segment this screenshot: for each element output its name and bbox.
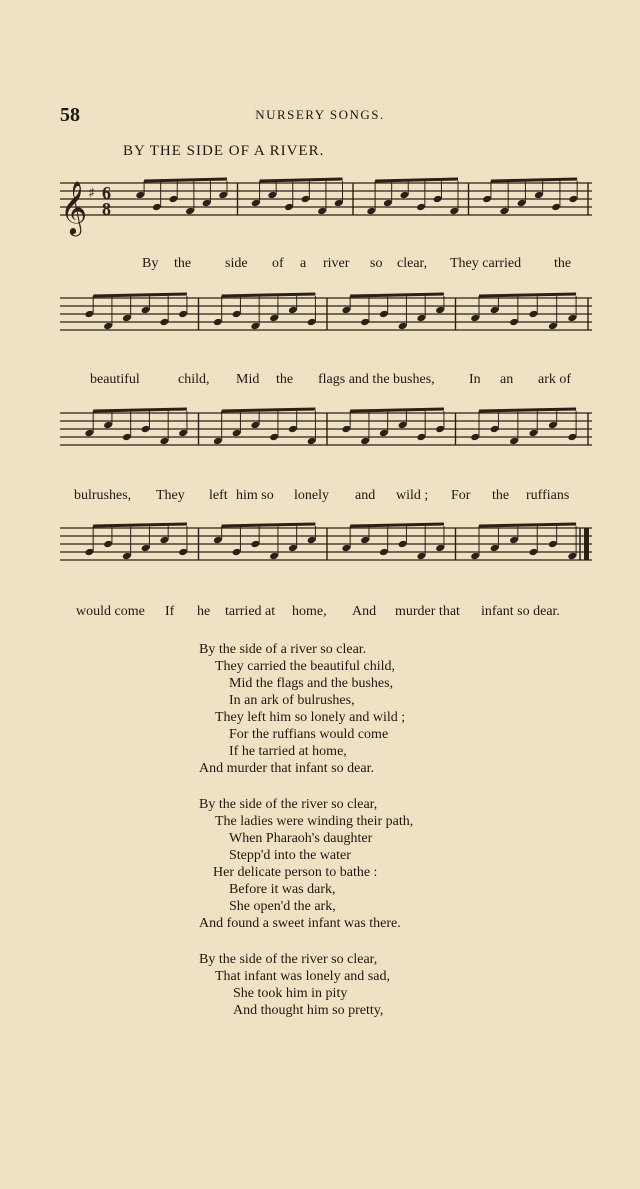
running-head: NURSERY SONGS. [255, 107, 385, 122]
lyric-word: so [370, 256, 383, 271]
lyric-word: a [300, 256, 307, 271]
final-bar-thick [584, 528, 589, 560]
lyric-word: and [355, 488, 376, 503]
verse-line: In an ark of bulrushes, [229, 693, 355, 708]
lyric-word: By [142, 256, 159, 271]
lyric-word: the [276, 372, 294, 387]
note-beam [479, 409, 576, 411]
note-beam [350, 294, 444, 296]
verse-line: By the side of the river so clear, [199, 797, 378, 812]
lyric-word: flags and the bushes, [318, 372, 435, 387]
note-beam [222, 524, 316, 526]
time-signature-bottom: 8 [102, 199, 111, 219]
time-signature-top: 6 [102, 183, 111, 203]
note-beam [260, 179, 343, 181]
verse-line: She took him in pity [233, 986, 348, 1001]
verse-line: And murder that infant so dear. [199, 761, 374, 776]
music-staff-3 [58, 405, 594, 485]
verse-line: She open'd the ark, [229, 899, 336, 914]
verse-line: That infant was lonely and sad, [215, 969, 390, 984]
verse-line: The ladies were winding their path, [215, 814, 414, 829]
note-beam [93, 294, 187, 296]
music-staff-1 [58, 175, 594, 255]
note-beam [479, 294, 576, 296]
lyric-word: river [323, 256, 350, 271]
lyric-word: the [554, 256, 572, 271]
lyric-word: They carried [450, 256, 522, 271]
lyric-word: home, [292, 604, 327, 619]
note-beam [375, 179, 458, 181]
sharp-icon: ♯ [88, 185, 95, 202]
verse-line: They left him so lonely and wild ; [215, 710, 406, 725]
lyric-word: lonely [294, 488, 329, 503]
lyric-word: ruffians [526, 488, 570, 503]
note-beam [479, 524, 576, 526]
note-beam [222, 294, 316, 296]
lyric-word: side [225, 256, 248, 271]
lyric-word: him so [236, 488, 274, 503]
note-beam [350, 409, 444, 411]
lyric-word: ark of [538, 372, 572, 387]
lyric-word: Mid [236, 372, 260, 387]
verse-line: By the side of the river so clear, [199, 952, 378, 967]
verse-line: They carried the beautiful child, [215, 659, 395, 674]
lyric-word: of [272, 256, 284, 271]
lyric-word: They [156, 488, 185, 503]
note-beam [222, 409, 316, 411]
lyric-word: he [197, 604, 211, 619]
lyric-word: beautiful [90, 372, 140, 387]
lyric-word: tarried at [225, 604, 276, 619]
lyric-word: And [352, 604, 377, 619]
note-beam [93, 524, 187, 526]
music-staff-4 [58, 520, 594, 600]
verse-line: And found a sweet infant was there. [199, 916, 401, 931]
verse-line: By the side of a river so clear. [199, 642, 367, 657]
verse-line: Her delicate person to bathe : [213, 865, 378, 880]
note-beam [350, 524, 444, 526]
lyric-word: If [165, 604, 175, 619]
verse-line: Mid the flags and the bushes, [229, 676, 394, 691]
note-beam [144, 179, 227, 181]
verse-line: For the ruffians would come [229, 727, 389, 742]
lyric-word: For [451, 488, 471, 503]
lyric-word: child, [178, 372, 210, 387]
lyric-word: left [209, 488, 228, 503]
note-beam [491, 179, 577, 181]
lyric-word: infant so dear. [481, 604, 560, 619]
verse-line: If he tarried at home, [229, 744, 347, 759]
note-beam [93, 409, 187, 411]
music-staff-2 [58, 290, 594, 370]
verse-line: Before it was dark, [229, 882, 336, 897]
lyric-word: the [174, 256, 192, 271]
lyric-word: murder that [395, 604, 460, 619]
song-title: BY THE SIDE OF A RIVER. [123, 143, 325, 159]
verse-line: When Pharaoh's daughter [229, 831, 373, 846]
lyric-word: the [492, 488, 510, 503]
verse-line: Stepp'd into the water [229, 848, 351, 863]
lyric-word: In [469, 372, 481, 387]
treble-clef-icon: 𝄞 [60, 180, 88, 234]
verse-line: And thought him so pretty, [233, 1003, 384, 1018]
lyric-word: an [500, 372, 514, 387]
lyric-word: bulrushes, [74, 488, 132, 503]
page-number: 58 [60, 104, 80, 126]
lyric-word: would come [76, 604, 145, 619]
lyric-word: clear, [397, 256, 428, 271]
lyric-word: wild ; [396, 488, 429, 503]
